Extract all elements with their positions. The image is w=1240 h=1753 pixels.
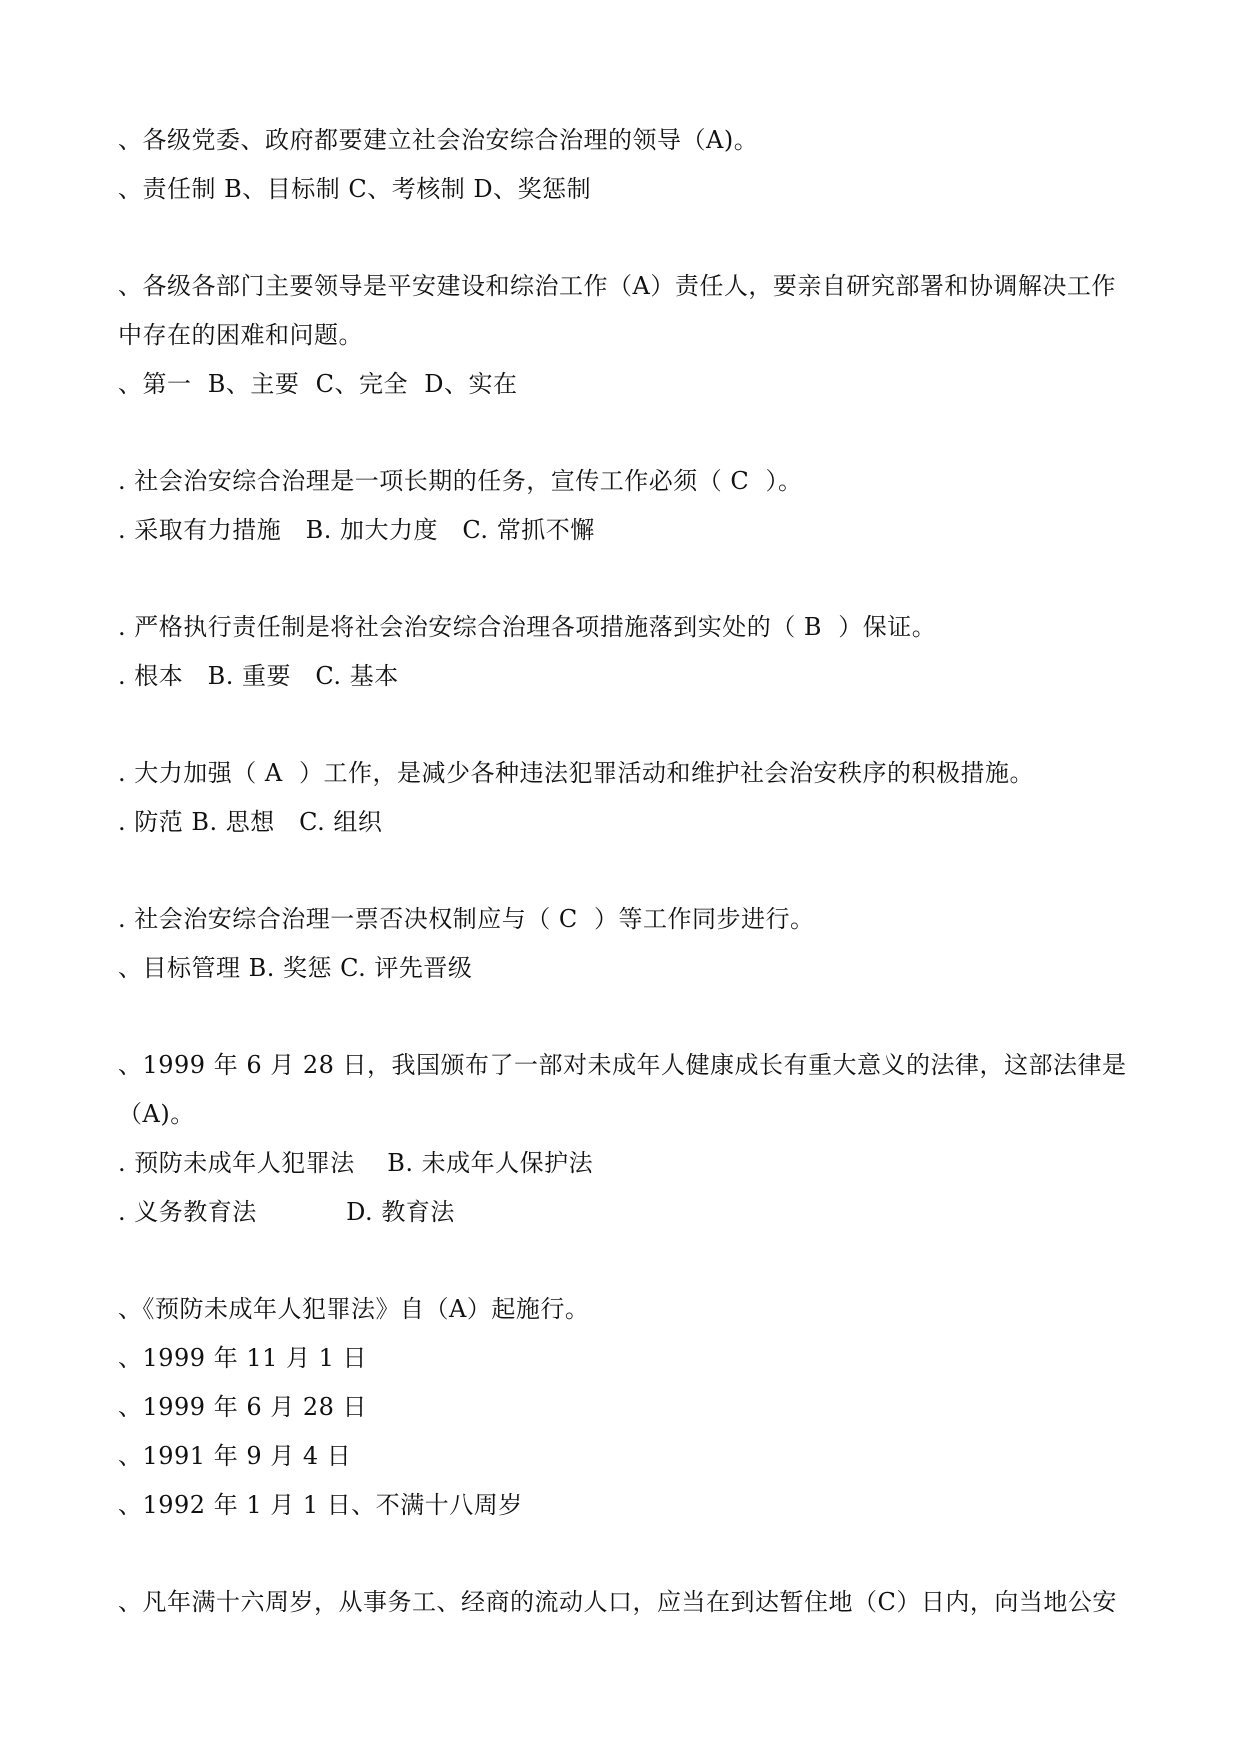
question-6 [118, 895, 1128, 993]
question-5 [118, 749, 1128, 847]
question-stem-continued: 中存在的困难和问题。 [118, 321, 363, 349]
question-option: 、1999 年 6 月 28 日 [118, 1393, 368, 1421]
question-8 [118, 1285, 1128, 1530]
question-4 [118, 603, 1128, 701]
question-options: 、目标管理 B. 奖惩 C. 评先晋级 [118, 954, 473, 982]
question-stem: 、1999 年 6 月 28 日，我国颁布了一部对未成年人健康成长有重大意义的法律，这部法律是 [118, 1051, 1127, 1079]
question-options: . 采取有力措施 B. 加大力度 C. 常抓不懈 [118, 516, 595, 544]
question-options: . 根本 B. 重要 C. 基本 [118, 662, 399, 690]
question-option: 、1992 年 1 月 1 日、不满十八周岁 [118, 1491, 523, 1519]
question-9 [118, 1578, 1128, 1627]
question-stem: . 大力加强（ A ）工作，是减少各种违法犯罪活动和维护社会治安秩序的积极措施。 [118, 759, 1034, 787]
question-stem: 、凡年满十六周岁，从事务工、经商的流动人口，应当在到达暂住地（C）日内，向当地公安 [118, 1588, 1117, 1616]
question-list [118, 116, 1128, 1627]
question-stem: . 严格执行责任制是将社会治安综合治理各项措施落到实处的（ B ）保证。 [118, 613, 937, 641]
question-3 [118, 457, 1128, 555]
question-stem: . 社会治安综合治理是一项长期的任务，宣传工作必须（ C ）。 [118, 467, 803, 495]
question-stem-continued: （A)。 [118, 1100, 195, 1128]
question-stem: 、各级各部门主要领导是平安建设和综治工作（A）责任人，要亲自研究部署和协调解决工作 [118, 272, 1116, 300]
question-options: . 预防未成年人犯罪法 B. 未成年人保护法 [118, 1149, 594, 1177]
question-options: . 义务教育法 D. 教育法 [118, 1198, 455, 1226]
question-7 [118, 1041, 1128, 1237]
question-2 [118, 262, 1128, 409]
question-stem: . 社会治安综合治理一票否决权制应与（ C ）等工作同步进行。 [118, 905, 815, 933]
question-options: 、责任制 B、目标制 C、考核制 D、奖惩制 [118, 175, 592, 203]
question-option: 、1999 年 11 月 1 日 [118, 1344, 368, 1372]
question-option: 、1991 年 9 月 4 日 [118, 1442, 352, 1470]
question-options: 、第一 B、主要 C、完全 D、实在 [118, 370, 518, 398]
question-options: . 防范 B. 思想 C. 组织 [118, 808, 383, 836]
question-stem: 、《预防未成年人犯罪法》自（A）起施行。 [118, 1295, 590, 1323]
question-1 [118, 116, 1128, 214]
question-stem: 、各级党委、政府都要建立社会治安综合治理的领导（A)。 [118, 126, 759, 154]
